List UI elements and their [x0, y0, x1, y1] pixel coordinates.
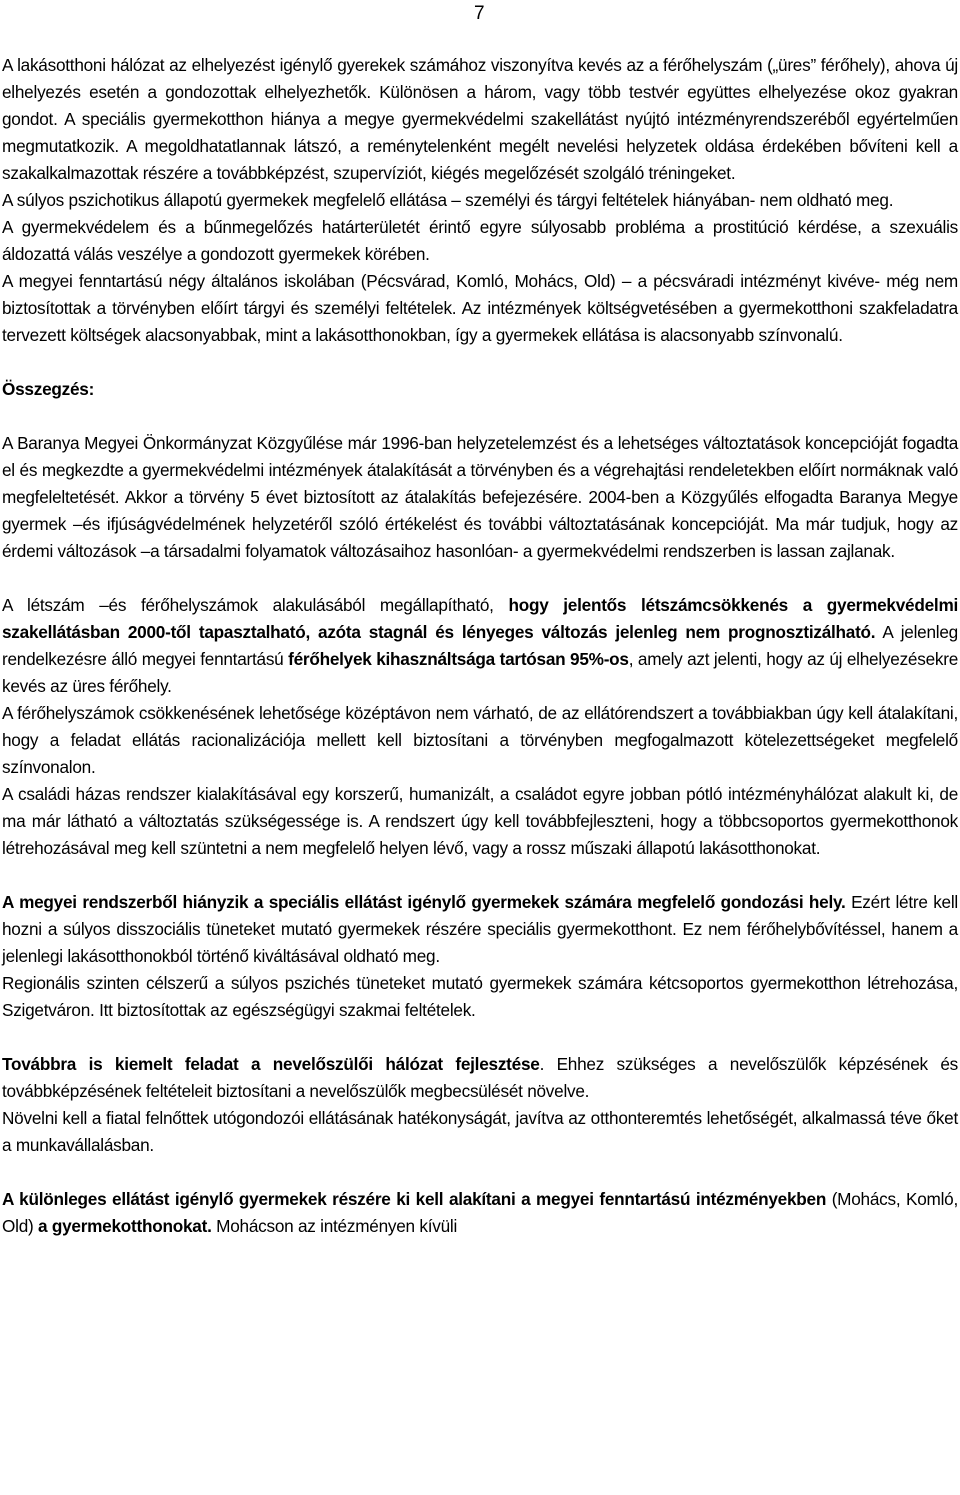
paragraph-regional-home: Regionális szinten célszerű a súlyos pszichés tüneteket mutató gyermekek számára kétcsoportos gyermekotthon létrehozása, Szigetváron. Itt biztosítottak az egészségügyi szakmai feltételek. — [2, 973, 958, 1020]
paragraph-psychotic-care: A súlyos pszichotikus állapotú gyermekek megfelelő ellátása – személyi és tárgyi feltételek hiányában- nem oldható meg. — [2, 190, 894, 210]
paragraph-summary-family-homes: A családi házas rendszer kialakításával egy korszerű, humanizált, a családot egyre jobban pótló intézményhálózat alakult ki, de ma már látható a változtatás szükségessége is. A rendszert úgy kell továbbfejleszteni, hogy a többcsoportos gyermekotthonok létrehozásával meg kell szüntetni a nem megfelelő helyen lévő, vagy a rossz műszaki állapotú lakásotthonokat. — [2, 784, 958, 858]
paragraph-summary-reorganisation: A férőhelyszámok csökkenésének lehetősége középtávon nem várható, de az ellátórendszert a továbbiakban úgy kell átalakítani, hogy a feladat ellátás racionalizációja mellett kell biztosítani a törvényben megfogalmazott kötelezettségeket megfelelő színvonalon. — [2, 703, 958, 777]
paragraph-summary-capacity: A létszám –és férőhelyszámok alakulásából megállapítható, hogy jelentős létszámcsökkenés a gyermekvédelmi szakellátásban 2000-től tapasztalható, azóta stagnál és lényeges változás jelenleg nem prognosztizálható. A jelenleg rendelkezésre álló megyei fenntartású férőhelyek kihasználtsága tartósan 95%-os, amely azt jelenti, hogy az új elhelyezésekre kevés az üres férőhely. — [2, 595, 959, 696]
paragraph-prostitution: A gyermekvédelem és a bűnmegelőzés határterületét érintő egyre súlyosabb probléma a prostitúció kérdése, a szexuális áldozattá válás veszélye a gondozott gyermekek körében. — [2, 217, 958, 264]
section-heading-summary: Összegzés: — [2, 379, 95, 399]
highlight-special-care: A megyei rendszerből hiányzik a speciális ellátást igénylő gyermekek számára megfelelő gondozási hely. — [2, 892, 846, 912]
highlight-special-institutions: A különleges ellátást igénylő gyermekek részére ki kell alakítani a megyei fenntartású intézményekben — [2, 1189, 827, 1209]
highlight-occupancy: férőhelyek kihasználtsága tartósan 95%-os — [288, 649, 629, 669]
highlight-headcount: hogy jelentős létszámcsökkenés a gyermekvédelmi szakellátásban 2000-től tapasztalható, azóta stagnál és lényeges változás jelenleg nem prognosztizálható. — [2, 595, 959, 642]
highlight-children-homes: a gyermekotthonokat. — [38, 1216, 212, 1236]
paragraph-aftercare: Növelni kell a fiatal felnőttek utógondozói ellátásának hatékonyságát, javítva az otthonteremtés lehetőségét, alkalmassá téve őket a munkavállalásban. — [2, 1108, 958, 1155]
paragraph-summary-history: A Baranya Megyei Önkormányzat Közgyűlése már 1996-ban helyzetelemzést és a lehetséges változtatások koncepcióját fogadta el és megkezdte a gyermekvédelmi intézmények átalakítását a törvényben és a végrehajtási rendeletekben előírt normáknak való megfeleltetését. Akkor a törvény 5 évet biztosított az átalakítás befejezésére. 2004-ben a Közgyűlés elfogadta Baranya Megye gyermek –és ifjúságvédelmének helyzetéről szóló értékelést és további változtatásának koncepcióját. Ma már tudjuk, hogy az érdemi változások –a társadalmi folyamatok változásaihoz hasonlóan- a gyermekvédelmi rendszerben is lassan zajlanak. — [2, 433, 958, 561]
paragraph-shelter-network: A lakásotthoni hálózat az elhelyezést igénylő gyerekek számához viszonyítva kevés az a férőhelyszám („üres” férőhely), ahova új elhelyezés esetén a gondozottak elhelyezhetők. Különösen a három, vagy több testvér együttes elhelyezése okoz gyakran gondot. A speciális gyermekotthon hiánya a megye gyermekvédelmi szakellátást nyújtó intézményrendszeréből egyértelműen megmutatkozik. A megoldhatatlannak látszó, a reménytelenként megélt nevelési helyzetek oldása érdekében bővíteni kell a szakalkalmazottak részére a továbbképzést, szupervíziót, kiégés megelőzését szolgáló tréningeket. — [2, 55, 958, 183]
paragraph-schools: A megyei fenntartású négy általános iskolában (Pécsvárad, Komló, Mohács, Old) – a pécsváradi intézményt kivéve- még nem biztosítottak a törvényben előírt tárgyi és személyi feltételek. Az intézmények költségvetésében a gyermekotthoni szakfeladatra tervezett költségek alacsonyabbak, mint a lakásotthonokban, így a gyermekek ellátása is alacsonyabb színvonalú. — [2, 271, 958, 345]
page-body — [2, 52, 958, 1240]
highlight-foster-network: Továbbra is kiemelt feladat a nevelőszülői hálózat fejlesztése — [2, 1054, 540, 1074]
paragraph-foster-network: Továbbra is kiemelt feladat a nevelőszülői hálózat fejlesztése. Ehhez szükséges a nevelőszülők képzésének és továbbképzésének feltételeit biztosítani a nevelőszülők megbecsülését növelve. — [2, 1054, 958, 1101]
paragraph-special-institutions: A különleges ellátást igénylő gyermekek részére ki kell alakítani a megyei fenntartású intézményekben (Mohács, Komló, Old) a gyermekotthonokat. Mohácson az intézményen kívüli — [2, 1189, 958, 1236]
page-number: 7 — [474, 3, 485, 24]
paragraph-special-care: A megyei rendszerből hiányzik a speciális ellátást igénylő gyermekek számára megfelelő gondozási hely. Ezért létre kell hozni a súlyos disszociális tüneteket mutató gyermekek részére speciális gyermekotthont. Ez nem férőhelybővítéssel, hanem a jelenlegi lakásotthonokból történő kiváltásával oldható meg. — [2, 892, 958, 966]
